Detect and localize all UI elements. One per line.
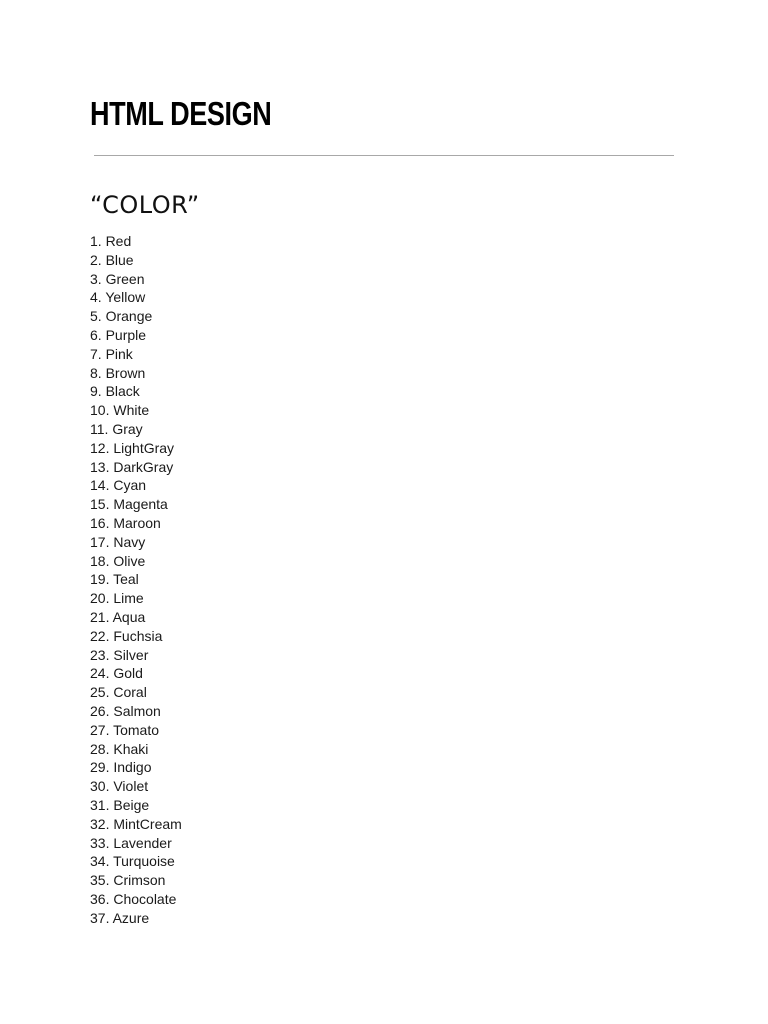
title-divider <box>94 155 674 156</box>
list-item: 24. Gold <box>90 665 143 682</box>
list-item: 6. Purple <box>90 326 147 343</box>
list-item: 36. Chocolate <box>90 890 177 907</box>
document-title: HTML DESIGN <box>90 95 272 132</box>
list-item: 30. Violet <box>90 778 149 795</box>
list-item: 19. Teal <box>90 571 139 588</box>
list-item: 13. DarkGray <box>90 458 174 475</box>
list-item: 2. Blue <box>90 251 134 268</box>
list-item: 7. Pink <box>90 345 133 362</box>
list-item: 18. Olive <box>90 552 146 569</box>
list-item: 34. Turquoise <box>90 853 175 870</box>
list-item: 3. Green <box>90 270 145 287</box>
list-item: 23. Silver <box>90 646 149 663</box>
list-item: 37. Azure <box>90 909 150 926</box>
list-item: 26. Salmon <box>90 702 161 719</box>
color-list <box>90 232 182 927</box>
list-item: 8. Brown <box>90 364 146 381</box>
list-item: 15. Magenta <box>90 496 168 513</box>
list-item: 12. LightGray <box>90 439 175 456</box>
list-item: 27. Tomato <box>90 721 160 738</box>
section-heading: “COLOR” <box>90 191 200 219</box>
list-item: 9. Black <box>90 383 140 400</box>
list-item: 25. Coral <box>90 684 147 701</box>
list-item: 32. MintCream <box>90 815 182 832</box>
list-item: 35. Crimson <box>90 872 166 889</box>
list-item: 11. Gray <box>90 420 143 437</box>
list-item: 22. Fuchsia <box>90 627 163 644</box>
list-item: 20. Lime <box>90 590 144 607</box>
list-item: 17. Navy <box>90 533 146 550</box>
list-item: 1. Red <box>90 233 132 249</box>
list-item: 16. Maroon <box>90 514 161 531</box>
list-item: 5. Orange <box>90 308 153 325</box>
list-item: 29. Indigo <box>90 759 152 776</box>
list-item: 28. Khaki <box>90 740 149 757</box>
list-item: 10. White <box>90 402 150 419</box>
list-item: 4. Yellow <box>90 289 146 306</box>
list-item: 31. Beige <box>90 796 150 813</box>
list-item: 14. Cyan <box>90 477 147 494</box>
list-item: 21. Aqua <box>90 608 146 625</box>
list-item: 33. Lavender <box>90 834 172 851</box>
